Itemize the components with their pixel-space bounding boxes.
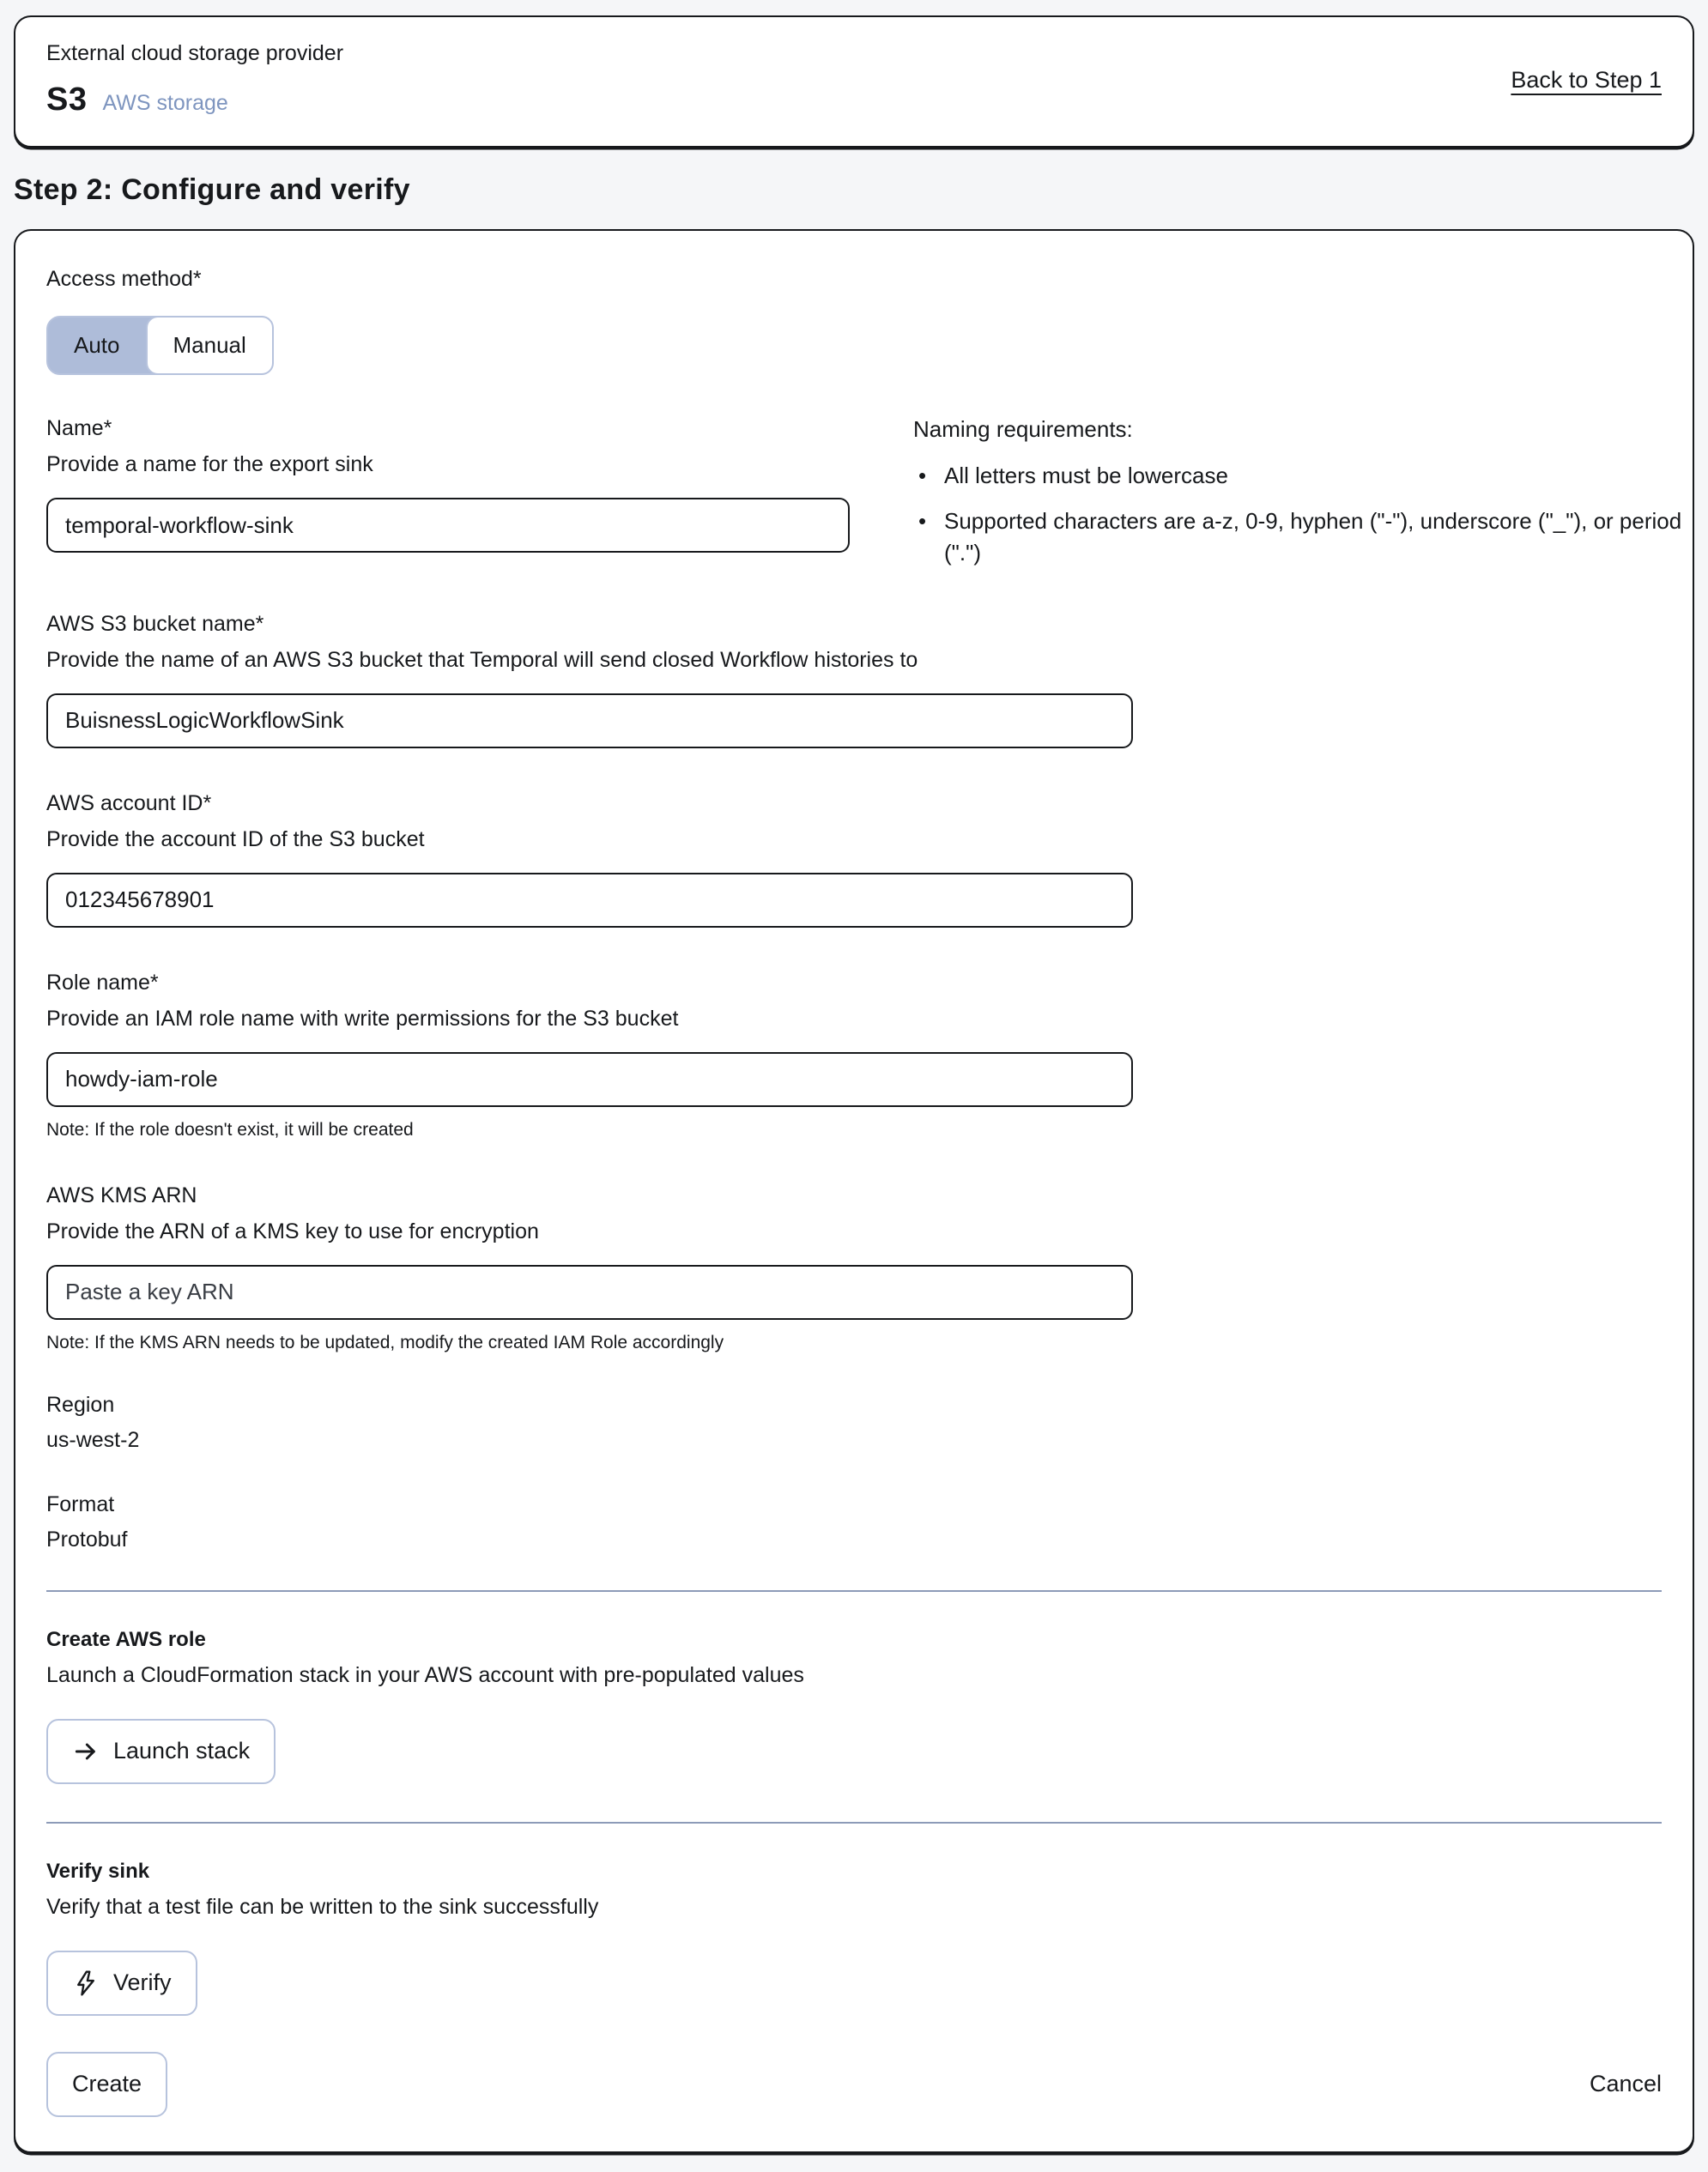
kms-arn-description: Provide the ARN of a KMS key to use for encryption: [46, 1219, 539, 1243]
name-input[interactable]: [46, 498, 850, 553]
region-group: [46, 1393, 1662, 1453]
format-group: [46, 1492, 1662, 1552]
form-footer: [46, 2052, 1662, 2117]
region-value: us-west-2: [46, 1427, 140, 1452]
role-name-description: Provide an IAM role name with write permissions for the S3 bucket: [46, 1006, 679, 1031]
account-id-description: Provide the account ID of the S3 bucket: [46, 826, 425, 851]
create-aws-role-description: Launch a CloudFormation stack in your AWS account with pre-populated values: [46, 1662, 804, 1687]
configure-form-card: [14, 229, 1694, 2153]
name-and-requirements-row: [46, 416, 1682, 569]
naming-requirements: [913, 416, 1703, 569]
naming-requirement-item: [913, 505, 1703, 569]
section-divider: [46, 1822, 1662, 1824]
role-name-field-group: [46, 971, 1662, 1140]
account-id-field-group: [46, 791, 1662, 928]
verify-button-row: [46, 1951, 1662, 2016]
access-method-option-auto[interactable]: Auto: [74, 332, 120, 358]
access-method-toggle: [46, 316, 274, 375]
create-button[interactable]: [46, 2052, 167, 2117]
provider-subtitle: AWS storage: [102, 91, 228, 115]
naming-requirement-item: [913, 460, 1703, 492]
create-aws-role-section: [46, 1628, 1662, 1784]
section-divider: [46, 1590, 1662, 1592]
verify-sink-description: Verify that a test file can be written to the sink successfully: [46, 1894, 599, 1919]
step-heading: Step 2: Configure and verify: [14, 173, 410, 206]
bucket-label: AWS S3 bucket name*: [46, 611, 264, 636]
launch-stack-button-label: Launch stack: [113, 1738, 251, 1764]
role-name-input[interactable]: [46, 1052, 1133, 1107]
create-aws-role-title: Create AWS role: [46, 1627, 206, 1651]
bucket-field-group: [46, 612, 1662, 748]
bucket-name-input[interactable]: [46, 693, 1133, 748]
naming-requirement-text: Supported characters are a-z, 0-9, hyphen ("-"), underscore ("_"), or period ("."): [944, 507, 1682, 566]
format-label: Format: [46, 1491, 115, 1516]
kms-arn-label: AWS KMS ARN: [46, 1183, 197, 1207]
kms-arn-note: Note: If the KMS ARN needs to be updated, modify the created IAM Role accordingly: [46, 1332, 724, 1352]
name-description: Provide a name for the export sink: [46, 452, 373, 476]
region-label: Region: [46, 1392, 115, 1417]
provider-name: S3: [46, 82, 88, 118]
naming-requirement-text: All letters must be lowercase: [944, 463, 1228, 488]
arrow-right-icon: [72, 1738, 100, 1765]
format-value: Protobuf: [46, 1527, 128, 1552]
verify-sink-section: [46, 1860, 1662, 2016]
access-method-option-manual[interactable]: Manual: [146, 316, 274, 375]
naming-requirements-title: Naming requirements:: [913, 416, 1133, 442]
kms-arn-input[interactable]: [46, 1265, 1133, 1320]
back-to-step-1-link[interactable]: Back to Step 1: [1511, 66, 1662, 93]
name-label: Name*: [46, 416, 112, 440]
bullet-icon: •: [918, 463, 927, 488]
verify-button-label: Verify: [113, 1969, 172, 1996]
role-name-label: Role name*: [46, 970, 159, 995]
verify-sink-title: Verify sink: [46, 1859, 150, 1883]
account-id-label: AWS account ID*: [46, 790, 212, 815]
naming-requirements-list: [913, 460, 1703, 569]
cancel-link[interactable]: Cancel: [1589, 2071, 1662, 2097]
access-method-label: Access method*: [46, 267, 202, 291]
bucket-description: Provide the name of an AWS S3 bucket that Temporal will send closed Workflow histories to: [46, 647, 918, 672]
provider-summary-left: [46, 41, 343, 118]
provider-card-title: External cloud storage provider: [46, 41, 344, 65]
launch-stack-button-row: [46, 1719, 1662, 1784]
create-button-label: Create: [72, 2071, 142, 2097]
provider-summary-card: [14, 15, 1694, 148]
verify-button[interactable]: [46, 1951, 197, 2016]
launch-stack-button[interactable]: [46, 1719, 276, 1784]
bullet-icon: •: [918, 507, 927, 534]
role-name-note: Note: If the role doesn't exist, it will be created: [46, 1119, 414, 1140]
provider-row: [46, 82, 343, 118]
kms-arn-field-group: [46, 1183, 1662, 1353]
lightning-icon: [72, 1969, 100, 1997]
name-field-group: [46, 416, 850, 569]
account-id-input[interactable]: [46, 873, 1133, 928]
